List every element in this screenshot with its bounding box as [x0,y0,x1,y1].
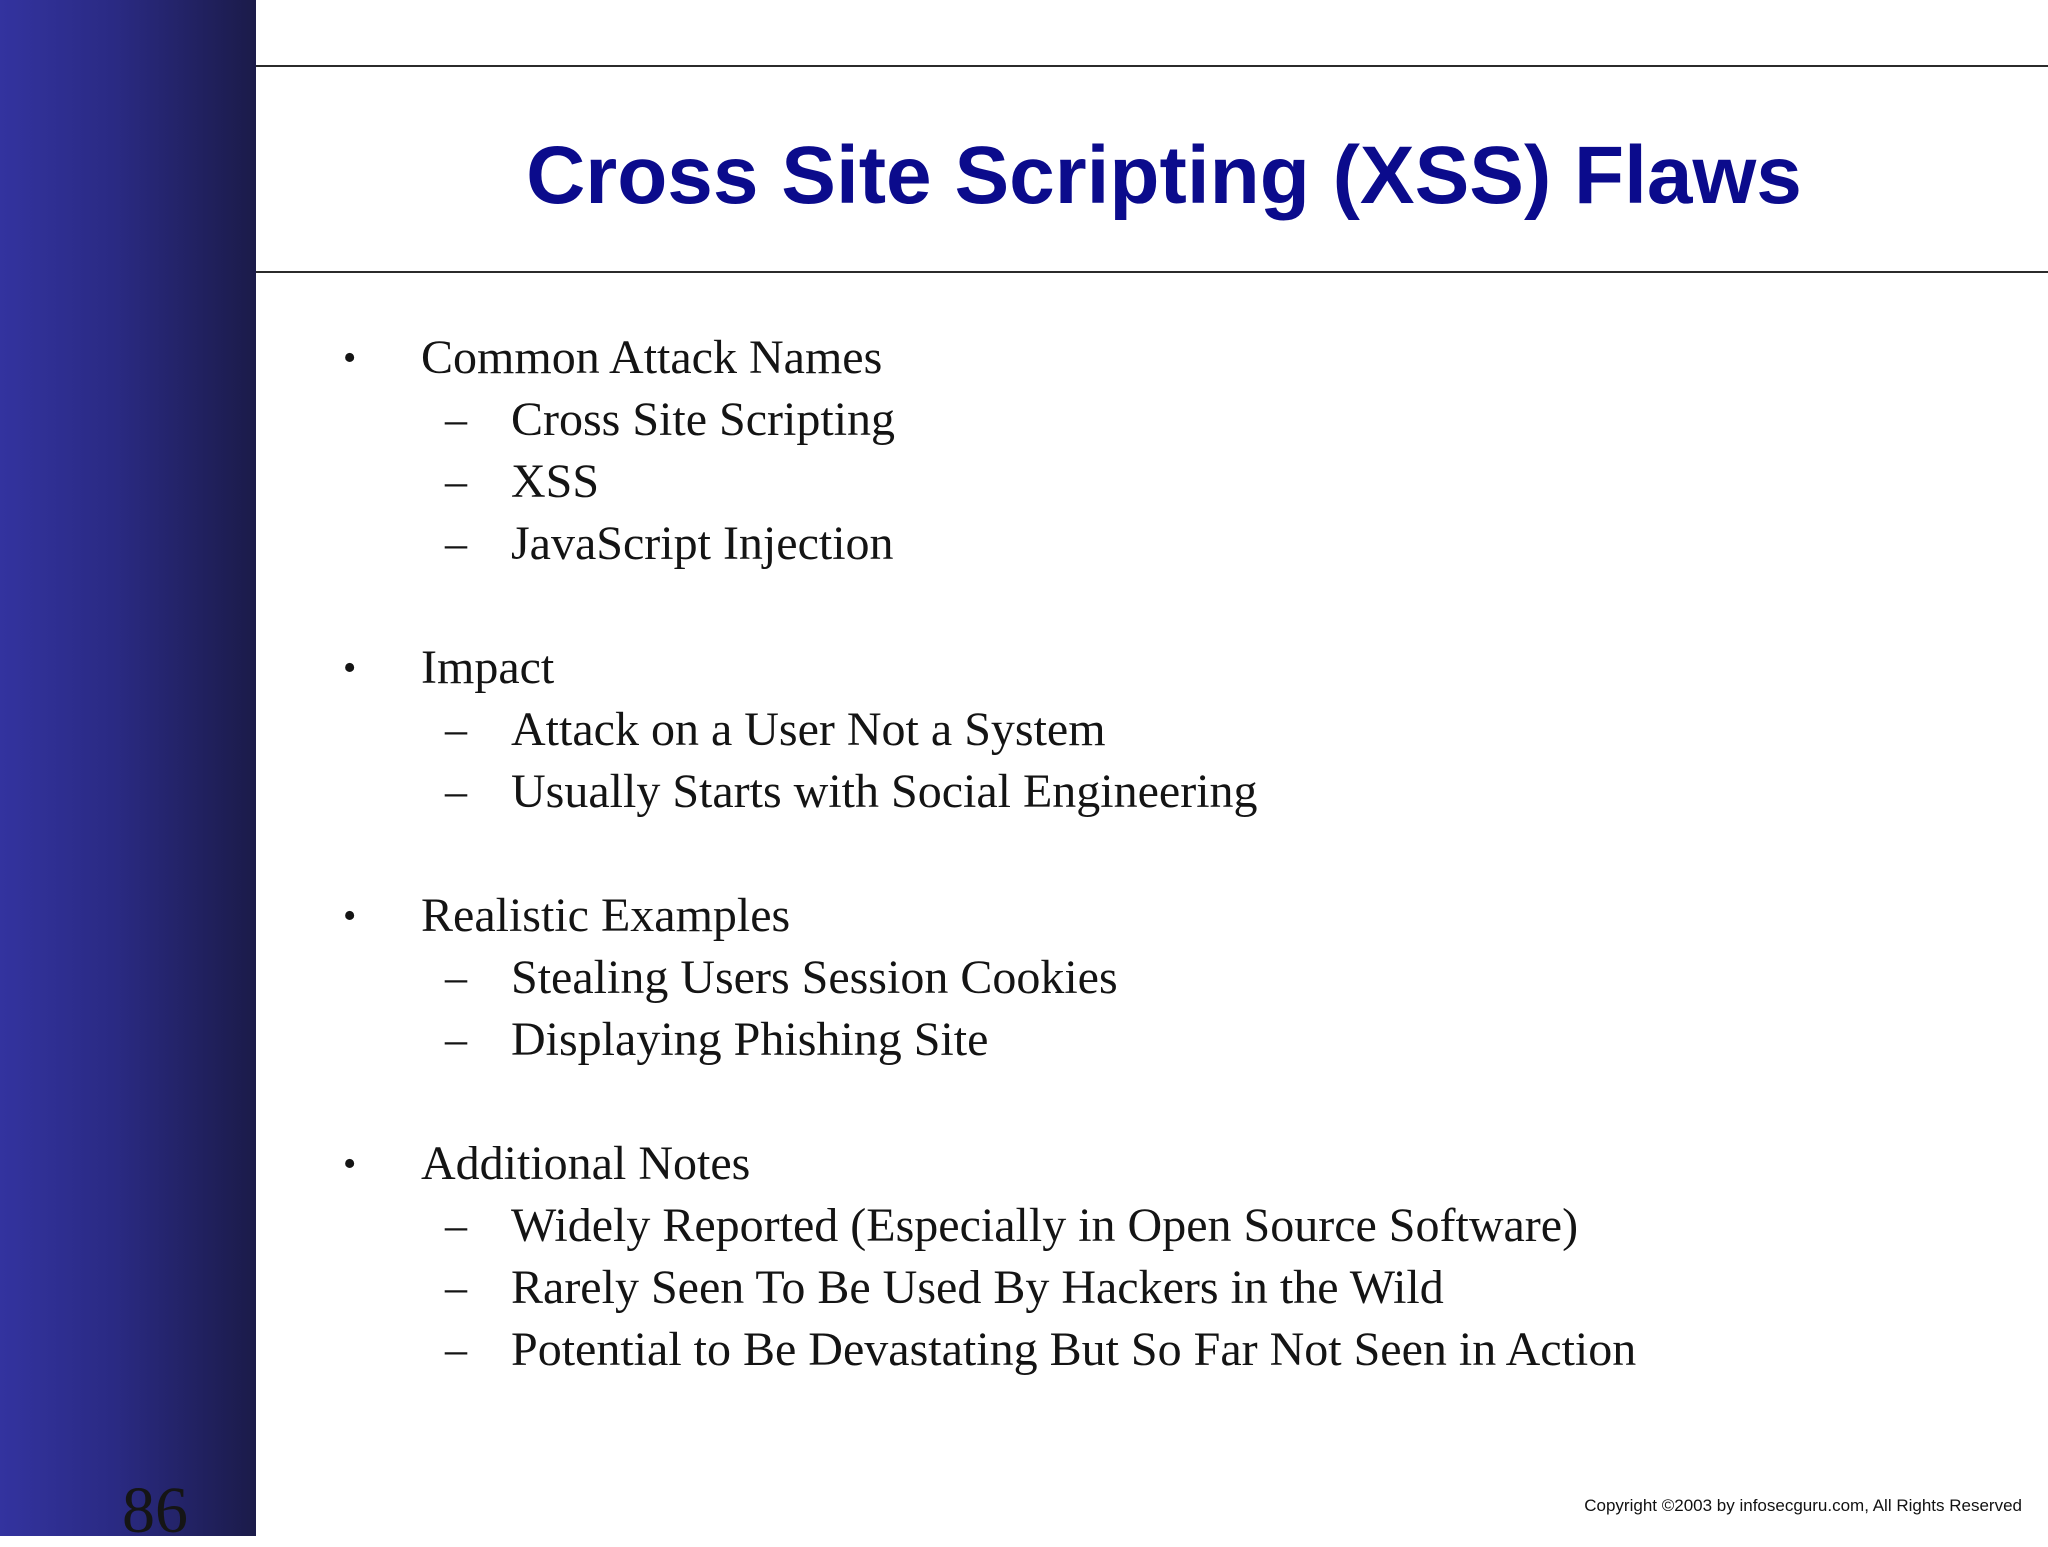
sub-bullet-item [337,1009,1997,1071]
dash-icon: – [445,395,467,444]
sub-bullet-text: Attack on a User Not a System [511,703,1106,756]
section-additional-notes [337,1133,1997,1381]
bullet-heading: Additional Notes [421,1137,751,1190]
bullet-icon: • [343,647,357,689]
section-realistic-examples [337,885,1997,1071]
sub-bullet-text: Potential to Be Devastating But So Far Not Seen in Action [511,1323,1637,1376]
sub-bullet-text: Usually Starts with Social Engineering [511,765,1258,818]
sub-bullet-text: Rarely Seen To Be Used By Hackers in the Wild [511,1261,1444,1314]
title-bottom-divider [256,271,2048,273]
dash-icon: – [445,767,467,816]
bullet-heading: Impact [421,641,555,694]
sub-bullet-item [337,513,1997,575]
slide-number: 86 [122,1474,188,1547]
sub-bullet-item [337,1319,1997,1381]
dash-icon: – [445,953,467,1002]
sub-bullet-item [337,1195,1997,1257]
dash-icon: – [445,1325,467,1374]
dash-icon: – [445,457,467,506]
slide-content [337,327,1997,1443]
sub-bullet-text: Stealing Users Session Cookies [511,951,1118,1004]
dash-icon: – [445,1263,467,1312]
sub-bullet-item [337,699,1997,761]
sub-bullet-item [337,761,1997,823]
sub-bullet-text: JavaScript Injection [511,517,894,570]
section-impact [337,637,1997,823]
copyright-notice: Copyright ©2003 by infosecguru.com, All Rights Reserved [1584,1496,2022,1515]
bullet-icon: • [343,1143,357,1185]
bullet-item [337,327,1997,389]
bullet-item [337,637,1997,699]
bullet-heading: Common Attack Names [421,331,883,384]
dash-icon: – [445,1201,467,1250]
sub-bullet-item [337,947,1997,1009]
bullet-heading: Realistic Examples [421,889,791,942]
bullet-icon: • [343,895,357,937]
sub-bullet-text: XSS [511,455,600,508]
title-top-divider [256,65,2048,67]
bullet-item [337,1133,1997,1195]
bullet-icon: • [343,337,357,379]
sub-bullet-text: Cross Site Scripting [511,393,896,446]
dash-icon: – [445,519,467,568]
sub-bullet-text: Displaying Phishing Site [511,1013,989,1066]
sub-bullet-item [337,451,1997,513]
sub-bullet-text: Widely Reported (Especially in Open Source Software) [511,1199,1579,1252]
section-common-attack-names [337,327,1997,575]
dash-icon: – [445,705,467,754]
sub-bullet-item [337,1257,1997,1319]
slide-sidebar [0,0,256,1547]
dash-icon: – [445,1015,467,1064]
slide-title: Cross Site Scripting (XSS) Flaws [526,130,1802,221]
sub-bullet-item [337,389,1997,451]
bullet-item [337,885,1997,947]
